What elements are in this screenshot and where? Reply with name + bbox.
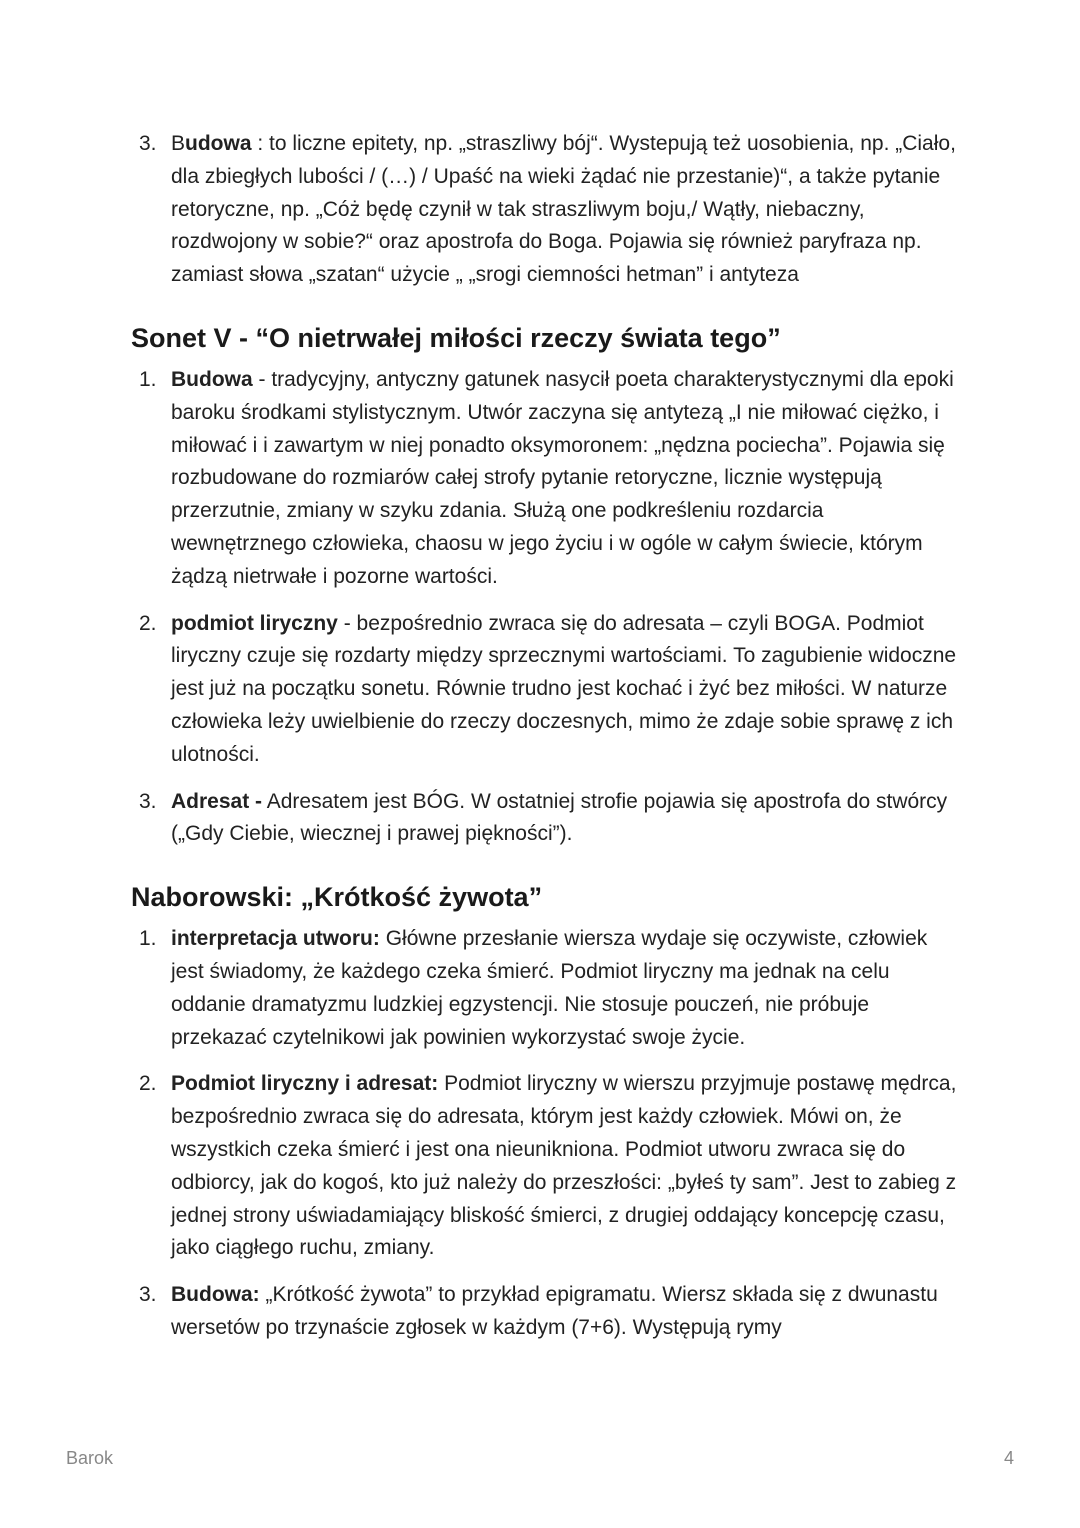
item-label: interpretacja utworu: bbox=[171, 927, 380, 951]
item-text: : to liczne epitety, np. „straszliwy bój“. Wystepują też uosobienia, np. „Ciało, dla zbiegłych lubości / (…) / Upaść na wieki żądać nie przestanie)“, a także pytanie retoryczne, np. „Cóż będę czynił w tak straszliwym boju,/ Wątły, niebaczny, rozdwojony w sobie?“ oraz apostrofa do Boga. Pojawia się również paryfraza np. zamiast słowa „szatan“ użycie „ „srogi ciemności hetman” i antyteza bbox=[171, 132, 956, 287]
list-item bbox=[131, 923, 961, 1054]
list-number: 2. bbox=[139, 1072, 157, 1096]
list-item bbox=[131, 128, 961, 292]
item-text: Podmiot liryczny w wierszu przyjmuje postawę mędrca, bezpośrednio zwraca się do adresata, którym jest każdy człowiek. Mówi on, że wszystkich czeka śmierć i jest ona nieunikniona. Podmiot utworu zwraca się do odbiorcy, jak do kogoś, kto już należy do przeszłości: „byłeś ty sam”. Jest to zabieg z jednej strony uświadamiający bliskość śmierci, z drugiej oddający koncepcję czasu, jako ciągłego ruchu, zmiany. bbox=[171, 1072, 957, 1260]
item-label-plain: B bbox=[171, 132, 186, 155]
page-number: 4 bbox=[1003, 1448, 1014, 1468]
list-number: 1. bbox=[139, 367, 157, 391]
list-number: 3. bbox=[139, 132, 157, 155]
list-item bbox=[131, 364, 961, 594]
list-number: 1. bbox=[139, 927, 157, 951]
section-heading-sonet-v: Sonet V - “O nietrwałej miłości rzeczy świata tego” bbox=[131, 322, 781, 353]
list-item bbox=[131, 1068, 961, 1265]
list-number: 3. bbox=[139, 1283, 157, 1307]
list-section-2 bbox=[131, 364, 961, 851]
list-section-3 bbox=[131, 923, 961, 1345]
item-label: Budowa: bbox=[171, 1283, 260, 1307]
item-text: - bezpośrednio zwraca się do adresata – czyli BOGA. Podmiot liryczny czuje się rozdarty między sprzecznymi wartościami. To zagubienie widoczne jest już na początku sonetu. Równie trudno jest kochać i żyć bez miłości. W naturze człowieka leży uwielbienie do rzeczy doczesnych, mimo że zdaje sobie sprawę z ich ulotności. bbox=[171, 611, 957, 766]
item-label: Podmiot liryczny i adresat: bbox=[171, 1072, 439, 1096]
item-label: Adresat - bbox=[171, 789, 263, 813]
list-item bbox=[131, 786, 961, 852]
list-item bbox=[131, 608, 961, 772]
item-text: „Krótkość żywota” to przykład epigramatu. Wiersz składa się z dwunastu wersetów po trzynaście zgłosek w każdym (7+6). Występują rymy bbox=[171, 1283, 938, 1339]
item-label: podmiot liryczny bbox=[171, 611, 338, 635]
list-number: 3. bbox=[139, 789, 157, 813]
list-number: 2. bbox=[139, 611, 157, 635]
section-heading-naborowski: Naborowski: „Krótkość żywota” bbox=[131, 882, 543, 913]
item-text: Główne przesłanie wiersza wydaje się oczywiste, człowiek jest świadomy, że każdego czeka śmierć. Podmiot liryczny ma jednak na celu oddanie dramatyzmu ludzkiej egzystencji. Nie stosuje pouczeń, nie próbuje przekazać czytelnikowi jak powinien wykorzystać swoje życie. bbox=[171, 927, 928, 1049]
list-item bbox=[131, 1279, 961, 1345]
item-text: - tradycyjny, antyczny gatunek nasycił poeta charakterystycznymi dla epoki baroku środkami stylistycznym. Utwór zaczyna się antytezą „I nie miłować ciężko, i miłować i i zawartym w niej ponadto oksymoronem: „nędzna pociecha”. Pojawia się rozbudowane do rozmiarów całej strofy pytanie retoryczne, licznie występują przerzutnie, zmiany w szyku zdania. Służą one podkreśleniu rozdarcia wewnętrznego człowieka, chaosu w jego życiu i w ogóle w całym świecie, którym żądzą nietrwałe i pozorne wartości. bbox=[171, 367, 954, 588]
document-body bbox=[131, 128, 961, 1359]
item-label: udowa bbox=[185, 132, 252, 155]
item-text: Adresatem jest BÓG. W ostatniej strofie pojawia się apostrofa do stwórcy („Gdy Ciebie, wiecznej i prawej piękności”). bbox=[171, 789, 948, 846]
item-label: Budowa bbox=[171, 367, 253, 391]
footer-title: Barok bbox=[66, 1448, 114, 1468]
list-section-1 bbox=[131, 128, 961, 292]
